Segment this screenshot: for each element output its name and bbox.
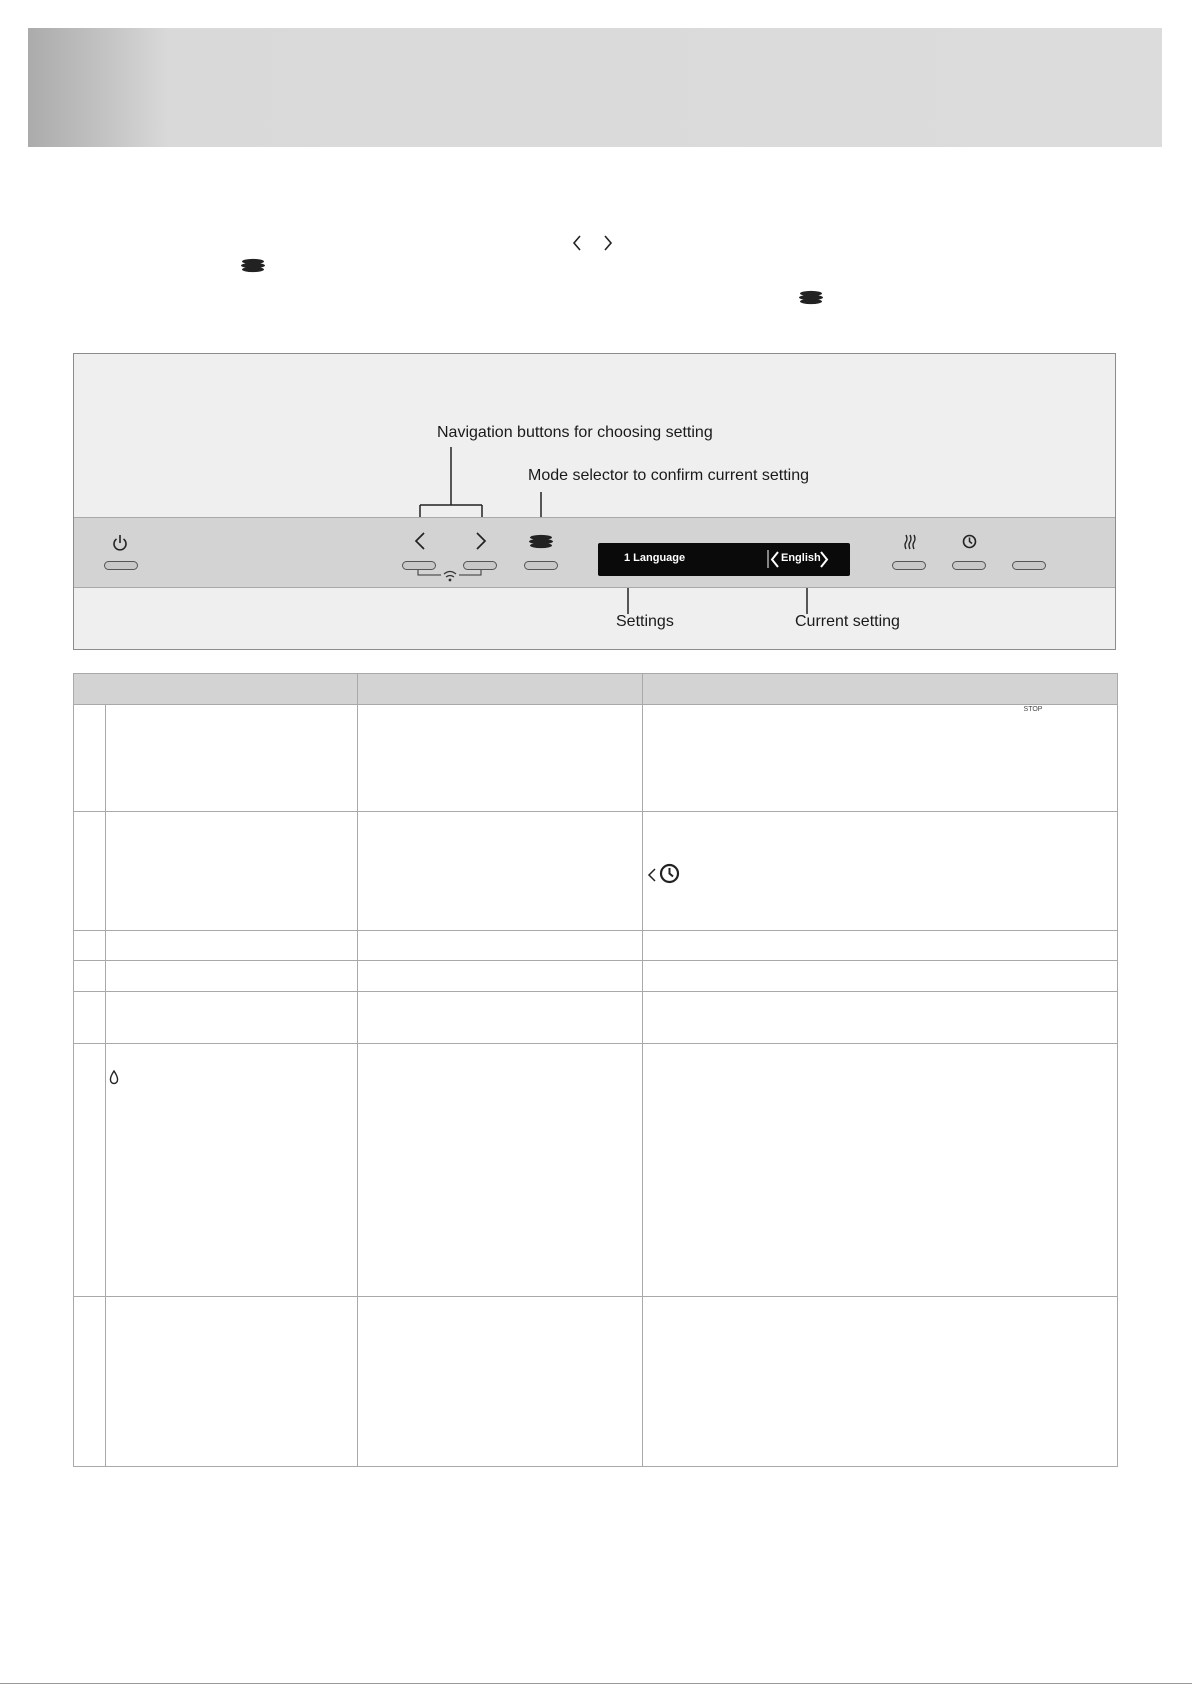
mode-selector-button[interactable] (524, 561, 558, 570)
table-cell (643, 1044, 1118, 1297)
table-cell (74, 812, 106, 931)
table-cell (643, 931, 1118, 961)
table-cell (106, 812, 358, 931)
table-row (74, 1297, 1118, 1467)
navigation-right-button[interactable] (463, 561, 497, 570)
display-divider (767, 550, 769, 568)
table-row (74, 992, 1118, 1044)
chevron-right-icon (602, 235, 614, 251)
table-cell (74, 1044, 106, 1297)
drying-icon (903, 534, 917, 550)
table-cell (358, 812, 643, 931)
callout-mode-selector: Mode selector to confirm current setting (528, 467, 810, 484)
table-row (74, 705, 1118, 812)
table-cell (106, 931, 358, 961)
table-cell (74, 705, 106, 812)
table-row (74, 812, 1118, 931)
table-row (74, 931, 1118, 961)
layers-icon (797, 290, 825, 305)
table-cell (643, 961, 1118, 992)
table-cell (106, 705, 358, 812)
table-cell (106, 992, 358, 1044)
clock-icon (962, 534, 977, 549)
power-icon (112, 534, 128, 552)
chevron-left-icon (414, 532, 426, 550)
table-row (74, 961, 1118, 992)
stop-label: STOP (1023, 706, 1043, 713)
navigation-left-button[interactable] (402, 561, 436, 570)
layers-icon (527, 534, 555, 549)
start-stop-button[interactable] (1012, 561, 1046, 570)
chevron-left-icon (647, 868, 657, 882)
table-cell (106, 1297, 358, 1467)
callout-lines (74, 354, 1117, 651)
table-cell (643, 992, 1118, 1044)
layers-icon (239, 258, 267, 273)
table-cell (74, 961, 106, 992)
table-header-cell (358, 674, 643, 705)
delay-start-button[interactable] (952, 561, 986, 570)
table-cell (358, 705, 643, 812)
table-cell (643, 812, 1118, 931)
table-cell (358, 992, 643, 1044)
table-cell (643, 1297, 1118, 1467)
chevron-right-icon (819, 551, 829, 568)
table-header-cell (643, 674, 1118, 705)
chevron-left-icon (571, 235, 583, 251)
table-header-row (74, 674, 1118, 705)
wifi-icon (417, 570, 483, 584)
power-button[interactable] (104, 561, 138, 570)
water-drop-icon (109, 1070, 119, 1085)
callout-navigation-buttons: Navigation buttons for choosing setting (437, 424, 713, 441)
chevron-left-icon (770, 551, 780, 568)
table-cell (106, 961, 358, 992)
table-cell (643, 705, 1118, 812)
table-cell (358, 1297, 643, 1467)
table-cell (74, 931, 106, 961)
table-row (74, 1044, 1118, 1297)
header-band (28, 28, 1162, 147)
callout-current-setting: Current setting (795, 613, 900, 630)
table-cell (106, 1044, 358, 1297)
display-screen (598, 543, 850, 576)
display-setting-text: 1 Language (624, 552, 686, 564)
settings-table (73, 673, 1118, 1467)
table-cell (358, 961, 643, 992)
page-bottom-rule (0, 1683, 1192, 1684)
table-cell (74, 1297, 106, 1467)
table-header-cell (74, 674, 358, 705)
callout-settings: Settings (616, 613, 674, 630)
table-cell (74, 992, 106, 1044)
clock-icon (659, 863, 680, 884)
chevron-right-icon (475, 532, 487, 550)
table-cell (358, 1044, 643, 1297)
table-cell (358, 931, 643, 961)
drying-button[interactable] (892, 561, 926, 570)
display-current-value: English (781, 552, 821, 564)
control-panel-diagram (73, 353, 1116, 713)
